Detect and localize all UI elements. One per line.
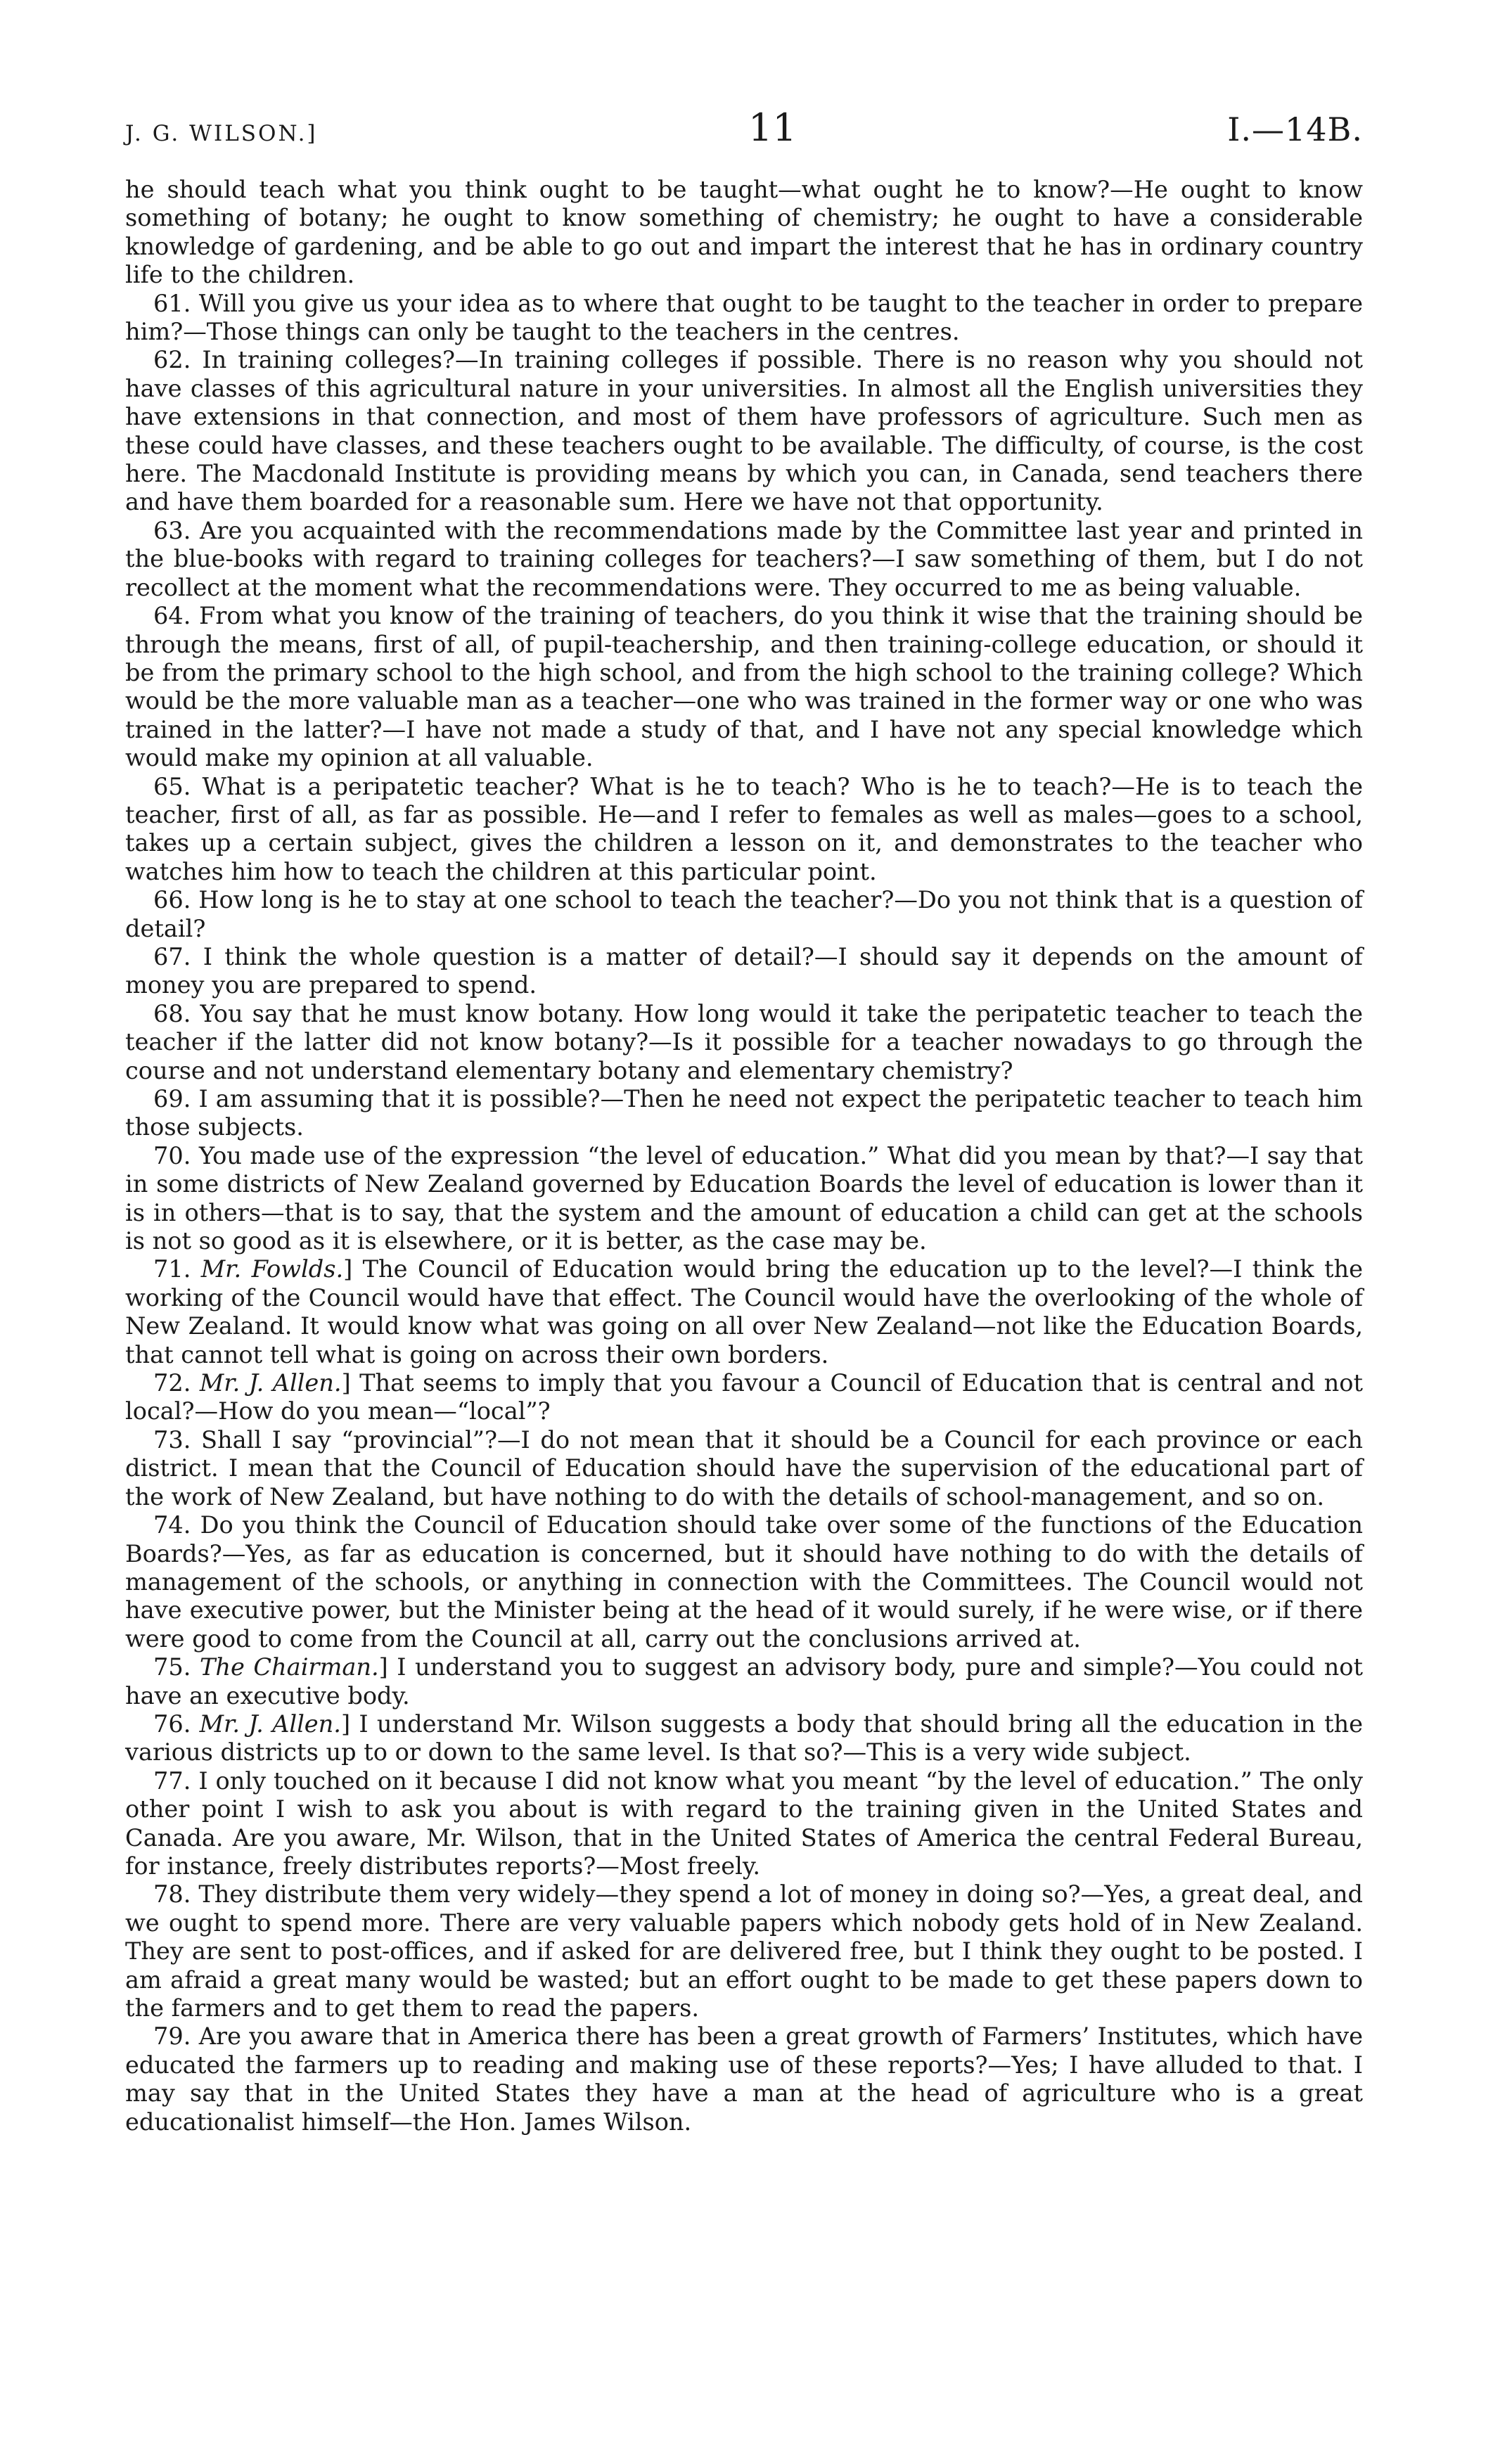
question-number: 75. [153,1653,191,1681]
transcript-paragraph [125,1369,1363,1426]
question-number: 77. [153,1766,191,1795]
transcript-paragraph [125,886,1363,943]
transcript-paragraph [125,1880,1363,2022]
paragraph-text: ] That seems to imply that you favour a Council of Education that is central and not local?—How do you mean—“local”? [125,1369,1363,1425]
paragraph-text: You say that he must know botany. How long would it take the peripatetic teacher to teach the teacher if the latter did not know botany?—Is it possible for a teacher nowadays to go through the course and not understand elementary botany and elementary chemistry? [125,999,1363,1084]
transcript-paragraph [125,602,1363,772]
paragraph-text: Do you think the Council of Education should take over some of the functions of the Education Boards?—Yes, as far as education is concerned, but it should have nothing to do with the details of management of the schools, or anything in connection with the Committees. The Council would not have executive power, but the Minister being at the head of it would surely, if he were wise, or if there were good to come from the Council at all, carry out the conclusions arrived at. [125,1511,1363,1653]
question-number: 73. [153,1425,191,1454]
transcript-paragraph [125,176,1363,290]
question-number: 66. [153,886,191,914]
question-number: 62. [153,346,191,374]
transcript-paragraph [125,1142,1363,1256]
transcript-paragraph [125,1710,1363,1767]
paragraph-text: he should teach what you think ought to be taught—what ought he to know?—He ought to know something of botany; he ought to know something of chemistry; he ought to have a considerable knowledge of gardening, and be able to go out and impart the interest that he has in ordinary country life to the children. [125,176,1363,289]
paragraph-text: Shall I say “provincial”?—I do not mean that it should be a Council for each province or each district. I mean that the Council of Education should have the supervision of the educational part of the work of New Zealand, but have nothing to do with the details of school-management, and so on. [125,1425,1363,1511]
transcript-paragraph [125,290,1363,347]
question-number: 68. [153,999,191,1027]
transcript-paragraph [125,1426,1363,1511]
speaker-name: The Chairman. [199,1653,379,1681]
transcript-paragraph [125,943,1363,1000]
speaker-name: Mr. Fowlds. [200,1255,344,1283]
transcript-paragraph [125,2022,1363,2136]
speaker-name: Mr. J. Allen. [199,1710,341,1738]
document-page [125,105,1363,2136]
paragraph-text: In training colleges?—In training colleges if possible. There is no reason why you should not have classes of this agricultural nature in your universities. In almost all the English universities they have extensions in that connection, and most of them have professors of agriculture. Such men as these could have classes, and these teachers ought to be available. The difficulty, of course, is the cost here. The Macdonald Institute is providing means by which you can, in Canada, send teachers there and have them boarded for a reasonable sum. Here we have not that opportunity. [125,346,1363,516]
paragraph-text: They distribute them very widely—they spend a lot of money in doing so?—Yes, a great deal, and we ought to spend more. There are very valuable papers which nobody gets hold of in New Zealand. They are sent to post-offices, and if asked for are delivered free, but I think they ought to be posted. I am afraid a great many would be wasted; but an effort ought to be made to get these papers down to the farmers and to get them to read the papers. [125,1880,1363,2022]
paragraph-text: I only touched on it because I did not know what you meant “by the level of education.” The only other point I wish to ask you about is with regard to the training given in the United States and Canada. Are you aware, Mr. Wilson, that in the United States of America the central Federal Bureau, for instance, freely distributes reports?—Most freely. [125,1766,1363,1880]
question-number: 78. [153,1880,191,1909]
header-witness-name: J. G. WILSON.] [125,121,318,146]
transcript-paragraph [125,1085,1363,1142]
paragraph-text: What is a peripatetic teacher? What is he to teach? Who is he to teach?—He is to teach the teacher, first of all, as far as possible. He—and I refer to females as well as males—goes to a school, takes up a certain subject, gives the children a lesson on it, and demonstrates to the teacher who watches him how to teach the children at this particular point. [125,772,1363,885]
transcript-paragraph [125,1767,1363,1881]
question-number: 63. [153,516,191,544]
question-number: 76. [153,1710,191,1738]
question-number: 67. [153,942,191,970]
paragraph-text: Are you aware that in America there has been a great growth of Farmers’ Institutes, which have educated the farmers up to reading and making use of these reports?—Yes; I have alluded to that. I may say that in the United States they have a man at the head of agriculture who is a great educationalist himself—the Hon. James Wilson. [125,2022,1363,2136]
question-number: 79. [153,2022,191,2051]
paragraph-text: Are you acquainted with the recommendations made by the Committee last year and printed in the blue-books with regard to training colleges for teachers?—I saw something of them, but I do not recollect at the moment what the recommendations were. They occurred to me as being valuable. [125,516,1363,601]
document-reference: I.—14B. [1227,110,1363,148]
speaker-name: Mr. J. Allen. [199,1369,342,1397]
transcript-paragraph [125,1653,1363,1710]
question-number: 61. [153,289,191,317]
paragraph-text: I think the whole question is a matter of detail?—I should say it depends on the amount of money you are prepared to spend. [125,942,1363,999]
page-header [125,105,1363,162]
paragraph-text: From what you know of the training of teachers, do you think it wise that the training should be through the means, first of all, of pupil-teachership, and then training-college education, or should it be from the primary school to the high school, and from the high school to the training college? Which would be the more valuable man as a teacher—one who was trained in the former way or one who was trained in the latter?—I have not made a study of that, and I have not any special knowledge which would make my opinion at all valuable. [125,602,1363,772]
question-number: 74. [153,1511,191,1539]
paragraph-text: How long is he to stay at one school to teach the teacher?—Do you not think that is a question of detail? [125,886,1363,942]
question-number: 65. [153,772,191,800]
question-number: 70. [153,1141,191,1169]
transcript-paragraph [125,346,1363,516]
question-number: 71. [153,1255,191,1283]
transcript-paragraph [125,773,1363,887]
transcript-paragraph [125,1511,1363,1653]
paragraph-text: ] I understand Mr. Wilson suggests a body that should bring all the education in the various districts up to or down to the same level. Is that so?—This is a very wide subject. [125,1710,1363,1766]
document-body [125,176,1363,2136]
question-number: 72. [153,1369,191,1397]
paragraph-text: ] I understand you to suggest an advisory body, pure and simple?—You could not have an executive body. [125,1653,1363,1710]
transcript-paragraph [125,1255,1363,1369]
transcript-paragraph [125,1000,1363,1085]
question-number: 64. [153,602,191,630]
transcript-paragraph [125,517,1363,602]
paragraph-text: ] The Council of Education would bring the education up to the level?—I think the working of the Council would have that effect. The Council would have the overlooking of the whole of New Zealand. It would know what was going on all over New Zealand—not like the Education Boards, that cannot tell what is going on across their own borders. [125,1255,1363,1368]
paragraph-text: You made use of the expression “the level of education.” What did you mean by that?—I say that in some districts of New Zealand governed by Education Boards the level of education is lower than it is in others—that is to say, that the system and the amount of education a child can get at the schools is not so good as it is elsewhere, or it is better, as the case may be. [125,1141,1363,1255]
question-number: 69. [153,1085,191,1112]
paragraph-text: Will you give us your idea as to where that ought to be taught to the teacher in order to prepare him?—Those things can only be taught to the teachers in the centres. [125,289,1363,346]
page-number: 11 [748,105,797,150]
paragraph-text: I am assuming that it is possible?—Then he need not expect the peripatetic teacher to teach him those subjects. [125,1085,1363,1141]
